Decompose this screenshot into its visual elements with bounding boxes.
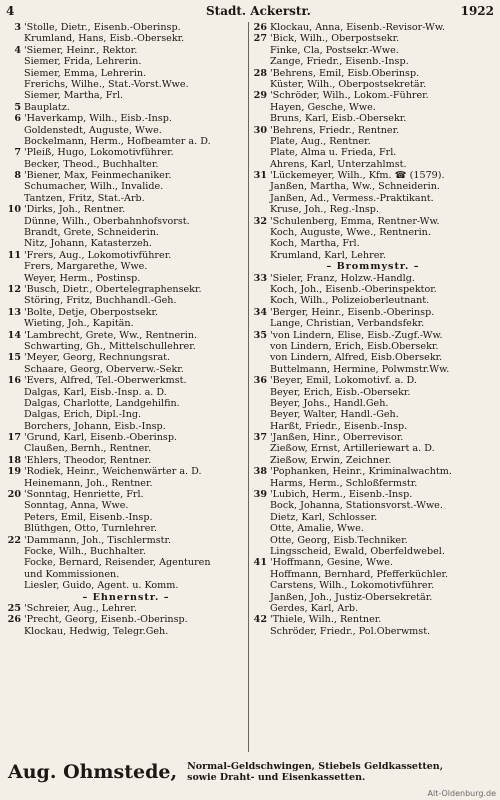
resident-entry: 'Ehlers, Theodor, Rentner. (24, 454, 152, 466)
resident-entry: Krumland, Hans, Eisb.-Obersekr. (24, 33, 185, 45)
resident-entry: Bruns, Karl, Eisb.-Obersekr. (270, 113, 407, 125)
advert-line-1: Normal-Geldschwingen, Stiebels Geldkassetten, (187, 761, 444, 772)
resident-entry: Claußen, Bernh., Rentner. (24, 443, 151, 455)
directory-entry (250, 250, 496, 261)
resident-entry: Otte, Amalie, Wwe. (270, 523, 364, 535)
resident-entry: 'Behrens, Friedr., Rentner. (270, 124, 400, 136)
resident-entry: 'Beyer, Emil, Lokomotivf. a. D. (270, 375, 417, 387)
resident-entry: 'Dammann, Joh., Tischlermstr. (24, 534, 172, 546)
house-number: 12 (7, 283, 21, 295)
resident-entry: Siemer, Frida, Lehrerin. (24, 56, 142, 68)
resident-entry: von Lindern, Alfred, Eisb.Obersekr. (270, 352, 443, 364)
resident-entry: Dünne, Wilh., Oberbahnhofsvorst. (24, 215, 190, 227)
directory-entry (4, 421, 248, 432)
house-number: 34 (253, 306, 267, 318)
resident-entry: Harms, Herm., Schloßfermstr. (270, 477, 418, 489)
resident-entry: 'Bick, Wilh., Oberpostsekr. (270, 33, 400, 45)
house-number: 15 (7, 352, 21, 364)
resident-entry: von Lindern, Erich, Eisb.Obersekr. (270, 340, 439, 352)
resident-entry: Peters, Emil, Eisenb.-Insp. (24, 511, 153, 523)
resident-entry: 'von Lindern, Elise, Eisb.-Zugf.-Ww. (270, 329, 443, 341)
house-number: 22 (7, 534, 21, 546)
directory-entry (250, 512, 496, 523)
directory-entry (4, 318, 248, 329)
directory-entry (250, 569, 496, 580)
directory-entry (4, 614, 248, 625)
directory-entry (4, 90, 248, 101)
directory-entry (250, 136, 496, 147)
resident-entry: Goldenstedt, Auguste, Wwe. (24, 124, 162, 136)
house-number: 14 (7, 329, 21, 341)
directory-entry (4, 626, 248, 637)
resident-entry: 'Schreier, Aug., Lehrer. (24, 602, 137, 614)
directory-entry (250, 227, 496, 238)
resident-entry: Janßen, Joh., Justiz-Obersekretär. (270, 591, 433, 603)
resident-entry: Finke, Cla, Postsekr.-Wwe. (270, 44, 399, 56)
directory-entry (4, 22, 248, 33)
directory-entry (4, 466, 248, 477)
house-number: 10 (7, 204, 21, 216)
directory-entry (250, 216, 496, 227)
resident-entry: 'Rodiek, Heinr., Weichenwärter a. D. (24, 466, 202, 478)
directory-entry (4, 45, 248, 56)
directory-entry (250, 421, 496, 432)
directory-entry (4, 478, 248, 489)
resident-entry: Bockelmann, Herm., Hofbeamter a. D. (24, 135, 211, 147)
directory-entry (4, 273, 248, 284)
advertisement (8, 758, 492, 786)
resident-entry: Bock, Johanna, Stationsvorst.-Wwe. (270, 500, 443, 512)
resident-entry: Siemer, Emma, Lehrerin. (24, 67, 147, 79)
directory-entry (250, 307, 496, 318)
resident-entry: Hayen, Gesche, Wwe. (270, 101, 376, 113)
resident-entry: Carstens, Wilh., Lokomotivführer. (270, 580, 435, 592)
directory-entry (250, 284, 496, 295)
resident-entry: 'Berger, Heinr., Eisenb.-Oberinsp. (270, 306, 435, 318)
resident-entry: Borchers, Johann, Eisb.-Insp. (24, 420, 166, 432)
resident-entry: 'Siemer, Heinr., Rektor. (24, 44, 138, 56)
directory-entry (250, 398, 496, 409)
advert-name: Aug. Ohmstede, (8, 761, 178, 783)
resident-entry: 'Janßen, Hinr., Oberrevisor. (270, 432, 404, 444)
advert-line-2: sowie Draht- und Eisenkassetten. (187, 772, 366, 783)
directory-entry (250, 500, 496, 511)
house-number: 20 (7, 489, 21, 501)
directory-entry (4, 375, 248, 386)
column-divider (248, 22, 249, 752)
page-header (6, 4, 494, 20)
resident-entry: Kruse, Joh., Reg.-Insp. (270, 204, 379, 216)
directory-entry (4, 523, 248, 534)
directory-entry (4, 592, 248, 603)
directory-entry (4, 227, 248, 238)
directory-entry (4, 512, 248, 523)
directory-entry (250, 557, 496, 568)
directory-entry (250, 113, 496, 124)
directory-entry (250, 181, 496, 192)
resident-entry: 'Lambrecht, Grete, Ww., Rentnerin. (24, 329, 198, 341)
house-number: 35 (253, 329, 267, 341)
directory-entry (250, 546, 496, 557)
house-number: 3 (14, 22, 21, 33)
directory-entry (4, 56, 248, 67)
directory-entry (4, 352, 248, 363)
resident-entry: 'Busch, Dietr., Obertelegraphensekr. (24, 283, 202, 295)
directory-entry (4, 216, 248, 227)
directory-entry (4, 79, 248, 90)
page-title: Stadt. Ackerstr. (206, 4, 311, 18)
resident-entry: Heinemann, Joh., Rentner. (24, 477, 153, 489)
resident-entry: Otte, Georg, Eisb.Techniker. (270, 534, 408, 546)
directory-entry (4, 387, 248, 398)
directory-entry (250, 170, 496, 181)
directory-entry (4, 443, 248, 454)
resident-entry: Störing, Fritz, Buchhandl.-Geh. (24, 295, 177, 307)
directory-entry (4, 307, 248, 318)
resident-entry: 'Stolle, Dietr., Eisenb.-Oberinsp. (24, 22, 181, 33)
directory-entry (4, 398, 248, 409)
resident-entry: Beyer, Walter, Handl.-Geh. (270, 409, 399, 421)
resident-entry: Zange, Friedr., Eisenb.-Insp. (270, 56, 409, 68)
resident-entry: Lingsscheid, Ewald, Oberfeldwebel. (270, 545, 445, 557)
directory-entry (250, 125, 496, 136)
directory-entry (250, 79, 496, 90)
directory-entry (4, 500, 248, 511)
resident-entry: 'Meyer, Georg, Rechnungsrat. (24, 352, 171, 364)
house-number: 13 (7, 306, 21, 318)
directory-entry (4, 603, 248, 614)
house-number: 27 (253, 33, 267, 45)
directory-entry (250, 626, 496, 637)
directory-entry (4, 250, 248, 261)
resident-entry: 'Evers, Alfred, Tel.-Oberwerkmst. (24, 375, 187, 387)
directory-entry (250, 238, 496, 249)
house-number: 31 (253, 170, 267, 182)
directory-entry (4, 330, 248, 341)
resident-entry: 'Haverkamp, Wilh., Eisb.-Insp. (24, 113, 172, 125)
directory-entry (4, 159, 248, 170)
directory-entry (4, 546, 248, 557)
resident-entry: Schumacher, Wilh., Invalide. (24, 181, 164, 193)
directory-entry (4, 557, 248, 568)
resident-entry: Koch, Joh., Eisenb.-Oberinspektor. (270, 283, 437, 295)
resident-entry: Koch, Wilh., Polizeioberleutnant. (270, 295, 430, 307)
watermark: Alt-Oldenburg.de (427, 789, 496, 798)
house-number: 30 (253, 124, 267, 136)
resident-entry: 'Schulenberg, Emma, Rentner-Ww. (270, 215, 440, 227)
resident-entry: Schwarting, Gh., Mittelschullehrer. (24, 340, 196, 352)
resident-entry: Weyer, Herm., Postinsp. (24, 272, 141, 284)
resident-entry: Liesler, Guido, Agent. u. Komm. (24, 580, 179, 592)
resident-entry: Janßen, Ad., Vermess.-Praktikant. (270, 192, 434, 204)
directory-entry (250, 352, 496, 363)
resident-entry: Klockau, Hedwig, Telegr.Geh. (24, 625, 169, 637)
directory-entry (4, 569, 248, 580)
directory-entry (250, 22, 496, 33)
house-number: 29 (253, 90, 267, 102)
resident-entry: Krumland, Karl, Lehrer. (270, 249, 386, 261)
resident-entry: Buttelmann, Hermine, Polwmstr.Ww. (270, 363, 450, 375)
house-number: 7 (14, 147, 21, 159)
resident-entry: Frerichs, Wilhe., Stat.-Vorst.Wwe. (24, 78, 189, 90)
resident-entry: 'Sonntag, Henriette, Frl. (24, 489, 144, 501)
directory-entry (4, 489, 248, 500)
resident-entry: Beyer, Erich, Eisb.-Obersekr. (270, 386, 411, 398)
year-label: 1922 (460, 4, 494, 18)
house-number: 37 (253, 432, 267, 444)
resident-entry: 'Schröder, Wilh., Lokom.-Führer. (270, 90, 429, 102)
directory-entry (4, 193, 248, 204)
directory-entry (250, 478, 496, 489)
resident-entry: Nitz, Johann, Katasterzeh. (24, 238, 152, 250)
house-number: 5 (14, 101, 21, 113)
house-number: 26 (253, 22, 267, 33)
directory-entry (250, 592, 496, 603)
house-number: 18 (7, 454, 21, 466)
directory-entry (250, 443, 496, 454)
directory-entry (4, 409, 248, 420)
directory-entry (4, 341, 248, 352)
resident-entry: Schaare, Georg, Oberverw.-Sekr. (24, 363, 184, 375)
directory-entry (250, 273, 496, 284)
directory-entry (250, 580, 496, 591)
page-number: 4 (6, 4, 15, 18)
house-number: 39 (253, 489, 267, 501)
left-column (4, 22, 248, 752)
directory-entry (4, 284, 248, 295)
directory-entry (250, 56, 496, 67)
resident-entry: Harßt, Friedr., Eisenb.-Insp. (270, 420, 408, 432)
resident-entry: Küster, Wilh., Oberpostsekretär. (270, 78, 427, 90)
house-number: 32 (253, 215, 267, 227)
resident-entry: Blüthgen, Otto, Turnlehrer. (24, 523, 157, 535)
directory-entry (250, 603, 496, 614)
resident-entry: Dietz, Karl, Schlosser. (270, 511, 378, 523)
directory-entry (250, 159, 496, 170)
resident-entry: Tantzen, Fritz, Stat.-Arb. (24, 192, 145, 204)
house-number: 41 (253, 557, 267, 569)
resident-entry: Dalgas, Charlotte, Landgehilfin. (24, 397, 180, 409)
directory-entry (250, 45, 496, 56)
house-number: 42 (253, 614, 267, 626)
resident-entry: Beyer, Johs., Handl.Geh. (270, 397, 389, 409)
house-number: 6 (14, 113, 21, 125)
resident-entry: 'Bolte, Detje, Oberpostsekr. (24, 306, 159, 318)
house-number: 25 (7, 602, 21, 614)
directory-entry (250, 523, 496, 534)
resident-entry: 'Hoffmann, Gesine, Wwe. (270, 557, 393, 569)
directory-entry (250, 466, 496, 477)
resident-entry: 'Behrens, Emil, Eisb.Oberinsp. (270, 67, 420, 79)
directory-entry (4, 147, 248, 158)
directory-entry (250, 535, 496, 546)
directory-entry (250, 614, 496, 625)
resident-entry: Ahrens, Karl, Unterzahlmst. (270, 158, 407, 170)
directory-entry (4, 125, 248, 136)
directory-entry (4, 455, 248, 466)
house-number: 8 (14, 170, 21, 182)
directory-entry (250, 330, 496, 341)
directory-entry (4, 204, 248, 215)
resident-entry: Wieting, Joh., Kapitän. (24, 318, 134, 330)
advert-text (187, 761, 443, 783)
house-number: 16 (7, 375, 21, 387)
directory-columns (4, 22, 496, 752)
resident-entry: Koch, Martha, Frl. (270, 238, 360, 250)
house-number: 28 (253, 67, 267, 79)
house-number: 4 (14, 44, 21, 56)
right-column (250, 22, 496, 752)
directory-entry (250, 295, 496, 306)
resident-entry: 'Precht, Georg, Eisenb.-Oberinsp. (24, 614, 188, 626)
directory-entry (250, 68, 496, 79)
house-number: 17 (7, 432, 21, 444)
directory-entry (250, 375, 496, 386)
directory-entry (250, 261, 496, 272)
directory-entry (250, 102, 496, 113)
directory-entry (250, 387, 496, 398)
directory-entry (4, 136, 248, 147)
resident-entry: Zießow, Erwin, Zeichner. (270, 454, 392, 466)
directory-entry (250, 341, 496, 352)
resident-entry: Gerdes, Karl, Arb. (270, 602, 359, 614)
resident-entry: Siemer, Martha, Frl. (24, 90, 124, 102)
resident-entry: 'Biener, Max, Feinmechaniker. (24, 170, 172, 182)
directory-entry (4, 261, 248, 272)
resident-entry: Becker, Theod., Buchhalter. (24, 158, 159, 170)
house-number: 36 (253, 375, 267, 387)
directory-entry (4, 238, 248, 249)
directory-entry (250, 364, 496, 375)
resident-entry: Dalgas, Karl, Eisb.-Insp. a. D. (24, 386, 167, 398)
street-section-heading: – Ehnernstr. – (82, 591, 170, 603)
resident-entry: Brandt, Grete, Schneiderin. (24, 227, 159, 239)
directory-entry (4, 432, 248, 443)
resident-entry: 'Pleiß, Hugo, Lokomotivführer. (24, 147, 174, 159)
directory-entry (250, 204, 496, 215)
resident-entry: Bauplatz. (24, 101, 70, 113)
resident-entry: 'Thiele, Wilh., Rentner. (270, 614, 382, 626)
directory-entry (4, 33, 248, 44)
house-number: 26 (7, 614, 21, 626)
resident-entry: Focke, Bernard, Reisender, Agenturen (24, 557, 211, 569)
directory-entry (250, 432, 496, 443)
resident-entry: Dalgas, Erich, Dipl.-Ing. (24, 409, 142, 421)
resident-entry: 'Lückemeyer, Wilh., Kfm. ☎ (1579). (270, 170, 445, 182)
house-number: 33 (253, 272, 267, 284)
house-number: 19 (7, 466, 21, 478)
resident-entry: Plate, Aug., Rentner. (270, 135, 371, 147)
directory-entry (4, 295, 248, 306)
directory-entry (250, 33, 496, 44)
resident-entry: Koch, Auguste, Wwe., Rentnerin. (270, 227, 431, 239)
directory-entry (250, 318, 496, 329)
resident-entry: Lange, Christian, Verbandsfekr. (270, 318, 425, 330)
directory-entry (250, 409, 496, 420)
directory-entry (4, 68, 248, 79)
resident-entry: Klockau, Anna, Eisenb.-Revisor-Ww. (270, 22, 445, 33)
resident-entry: Frers, Margarethe, Wwe. (24, 261, 148, 273)
resident-entry: Focke, Wilh., Buchhalter. (24, 545, 146, 557)
directory-entry (4, 181, 248, 192)
directory-entry (4, 170, 248, 181)
directory-entry (4, 364, 248, 375)
directory-entry (250, 455, 496, 466)
resident-entry: 'Pophanken, Heinr., Kriminalwachtm. (270, 466, 452, 478)
resident-entry: Plate, Alma u. Frieda, Frl. (270, 147, 397, 159)
house-number: 38 (253, 466, 267, 478)
resident-entry: 'Sieler, Franz, Holzw.-Handlg. (270, 272, 415, 284)
street-section-heading: – Brommystr. – (326, 261, 420, 273)
resident-entry: Janßen, Martha, Ww., Schneiderin. (270, 181, 440, 193)
resident-entry: und Kommissionen. (24, 568, 120, 580)
directory-entry (250, 90, 496, 101)
house-number: 11 (7, 249, 21, 261)
resident-entry: Schröder, Friedr., Pol.Oberwmst. (270, 625, 431, 637)
directory-entry (250, 193, 496, 204)
resident-entry: Hoffmann, Bernhard, Pfefferküchler. (270, 568, 449, 580)
directory-entry (4, 113, 248, 124)
directory-entry (4, 580, 248, 591)
directory-entry (250, 489, 496, 500)
directory-entry (4, 535, 248, 546)
resident-entry: Zießow, Ernst, Artilleriewart a. D. (270, 443, 435, 455)
resident-entry: Sonntag, Anna, Wwe. (24, 500, 129, 512)
directory-entry (4, 102, 248, 113)
directory-entry (250, 147, 496, 158)
resident-entry: 'Grund, Karl, Eisenb.-Oberinsp. (24, 432, 178, 444)
resident-entry: 'Lubich, Herm., Eisenb.-Insp. (270, 489, 413, 501)
resident-entry: 'Frers, Aug., Lokomotivführer. (24, 249, 172, 261)
resident-entry: 'Dirks, Joh., Rentner. (24, 204, 126, 216)
